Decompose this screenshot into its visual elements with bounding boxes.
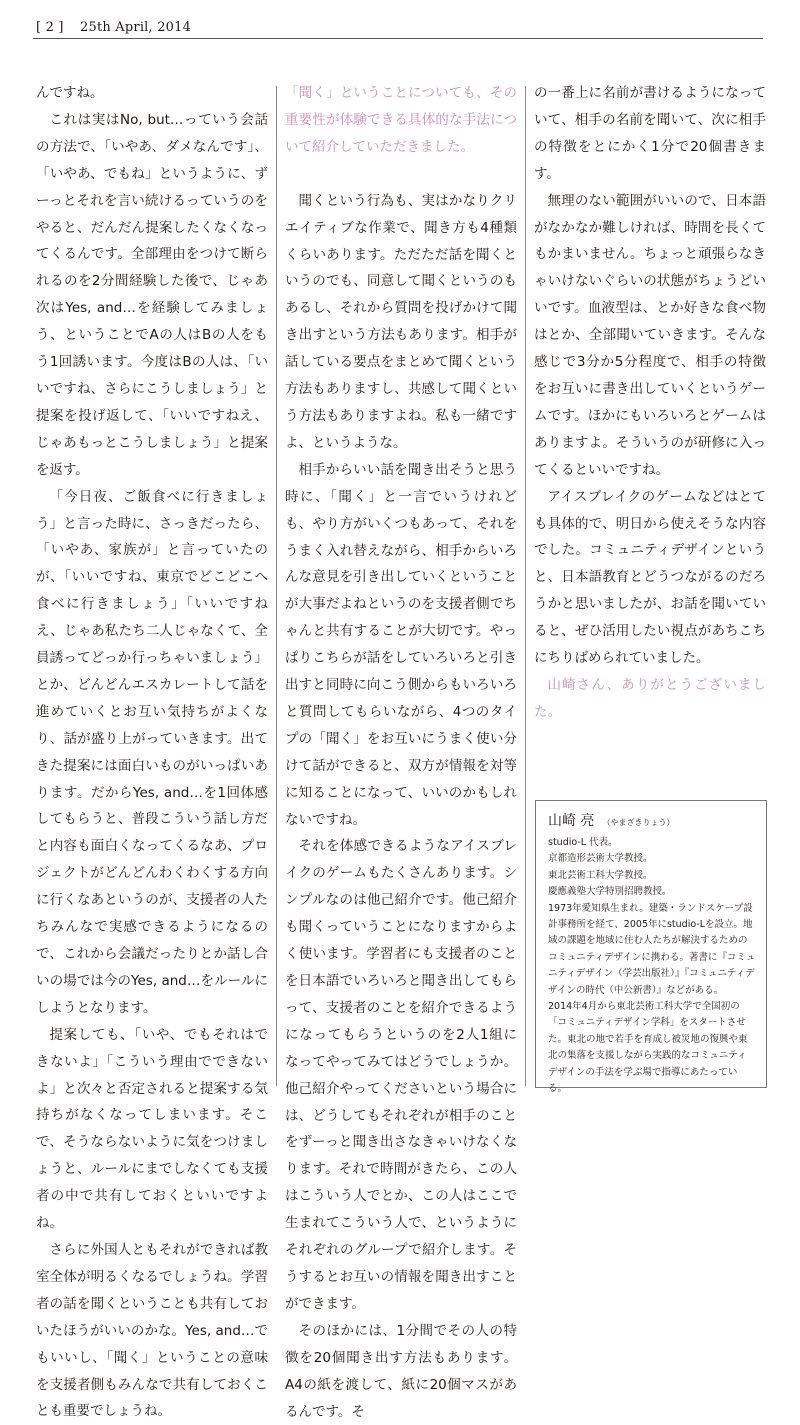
profile-name-line xyxy=(548,811,756,833)
profile-line: 東北芸術工科大学教授。 xyxy=(548,869,653,881)
page-number: [ 2 ] xyxy=(36,20,64,35)
paragraph: そのほかには、1分間でその人の特徴を20個聞き出す方法もあります。A4の紙を渡して、紙に20個マスがあるんです。そ xyxy=(285,1322,517,1420)
profile-line: studio-L 代表。 xyxy=(548,837,618,848)
paragraph: 提案しても、「いや、でもそれはできないよ」「こういう理由でできないよ」と次々と否定されると提案する気持ちがなくなってしまいます。そこで、そうならないように気をつけましょうと、ルールにまでしなくても支援者の中で共有しておくといいですよね。 xyxy=(36,1026,268,1232)
profile-box xyxy=(535,800,767,1095)
page-header xyxy=(36,20,191,35)
column-divider xyxy=(525,86,526,1086)
paragraph: さらに外国人ともそれができれば教室全体が明るくなるでしょうね。学習者の話を聞くということも共有しておいたほうがいいのかな。Yes, and…でもいいし、「聞く」ということの意味を支援者側もみんなで共有しておくことも重要でしょうね。 xyxy=(36,1241,268,1420)
paragraph: 相手からいい話を聞き出そうと思う時に、「聞く」と一言でいうけれども、やり方がいくつもあって、それをうまく入れ替えながら、相手からいろんな意見を引き出していくということが大事だよねというのを支援者側でちゃんと共有することが大切です。やっぱりこちらが話をしていろいろと引き出すと同時に向こう側からもいろいろと質問してもらいながら、4つのタイプの「聞く」をお互いにうまく使い分けて話ができると、双方が情報を対等に知ることになって、いいのかもしれないですね。 xyxy=(285,461,517,828)
spacer xyxy=(285,161,517,188)
column-1 xyxy=(36,80,268,1425)
column-2 xyxy=(285,80,517,1425)
paragraph: アイスブレイクのゲームなどはとても具体的で、明日から使えそうな内容でした。コミュニティデザインというと、日本語教育とどうつながるのだろうかと思いましたが、お話を聞いていると、ぜひ活用したい視点があちこちにちりばめられていました。 xyxy=(534,488,766,667)
profile-line: 京都造形芸術大学教授。 xyxy=(548,853,653,865)
profile-reading: （やまざきりょう） xyxy=(602,818,675,827)
paragraph: んですね。 xyxy=(36,85,104,101)
column-3 xyxy=(534,80,766,726)
profile-line: 2014年4月から東北芸術工科大学で全国初の「コミュニティデザイン学科」をスタートさせた。東北の地で若手を育成し被災地の復興や東北の集落を支援しながら実践的なコミュニティデザインの手法を学ぶ場で指導にあたっている。 xyxy=(548,1001,748,1095)
paragraph: 無理のない範囲がいいので、日本語がなかなか難しければ、時間を長くてもかまいません。ちょっと頑張らなきゃいけないぐらいの状態がちょうどいいです。血液型は、とか好きな食べ物はとか、全部聞いていきます。そんな感じで3分か5分程度で、相手の特徴をお互いに書き出していくというゲームです。ほかにもいろいろとゲームはありますよ。そういうのが研修に入ってくるといいですね。 xyxy=(534,192,766,478)
paragraph: 聞くという行為も、実はかなりクリエイティブな作業で、聞き方も4種類くらいあります。ただただ話を聞くというのでも、同意して聞くというのもあるし、それから質問を投げかけて聞き出すという方法もあります。相手が話している要点をまとめて聞くという方法もありますし、共感して聞くという方法もありますよね。私も一緒ですよ、というような。 xyxy=(285,192,517,451)
profile-line: 慶應義塾大学特別招聘教授。 xyxy=(548,886,672,898)
column-divider xyxy=(276,86,277,1086)
paragraph: の一番上に名前が書けるようになっていて、相手の名前を聞いて、次に相手の特徴をとにかく1分で20個書きます。 xyxy=(534,85,766,182)
closing-thanks: 山崎さん、ありがとうございました。 xyxy=(534,676,766,720)
paragraph: これは実はNo, but…っていう会話の方法で、「いやあ、ダメなんです」、「いやあ、でもね」というように、ずーっとそれを言い続けるっていうのをやると、だんだん提案したくなくなってくるんです。全部理由をつけて断られるのを2分間経験した後で、じゃあ次はYes, and…を経験してみましょう、ということでAの人はBの人をもう1回誘います。今度はBの人は、「いいですね、さらにこうしましょう」と提案を投げ返して、「いいですねえ、じゃあもっとこうしましょう」と提案を返す。 xyxy=(36,111,268,478)
profile-name: 山崎 亮 xyxy=(548,813,595,829)
paragraph: それを体感できるようなアイスブレイクのゲームもたくさんあります。シンプルなのは他己紹介です。他己紹介も聞くっていうことになりますからよく使います。学習者にも支援者のことを日本語でいろいろと聞き出してもらって、支援者のことを紹介できるようになってもらうというのを2人1組になってやってみてはどうでしょうか。他己紹介やってくださいという場合には、どうしてもそれぞれが相手のことをずーっと聞き出さなきゃいけなくなります。それで時間がきたら、この人はこういう人でとか、この人はここで生まれてこういう人で、というようにそれぞれのグループで紹介します。そうするとお互いの情報を聞き出すことができます。 xyxy=(285,838,517,1312)
interviewer-question: 「聞く」ということについても、その重要性が体験できる具体的な手法について紹介していただきました。 xyxy=(285,85,517,155)
header-rule xyxy=(33,38,763,39)
issue-date: 25th April, 2014 xyxy=(80,20,192,35)
paragraph: 「今日夜、ご飯食べに行きましょう」と言った時に、さっきだったら、「いやあ、家族が」と言っていたのが、「いいですね、東京でどこどこへ食べに行きましょう」「いいですねえ、じゃあ私たち二人じゃなくて、全員誘ってどっか行っちゃいましょう」とか、どんどんエスカレートして話を進めていくとお互い気持ちがよくなり、話が盛り上がっていきます。出てきた提案には面白いものがいっぱいあります。だからYes, and…を1回体感してもらうと、普段こういう話し方だと内容も面白くなってくるなあ、プロジェクトがどんどんわくわくする方向に行くなあというのが、支援者の人たちみんなで実感できるようになるので、これから会議だったりとか話し合いの場では今のYes, and…をルールにしようとなります。 xyxy=(36,488,268,1016)
profile-line: 1973年愛知県生まれ。建築・ランドスケープ設計事務所を経て、2005年にstudio-Lを設立。地域の課題を地域に住む人たちが解決するためのコミュニティデザインに携わる。著書に『コミュニティデザイン（学芸出版社）』『コミュニティデザインの時代（中公新書）』などがある。 xyxy=(548,902,756,996)
